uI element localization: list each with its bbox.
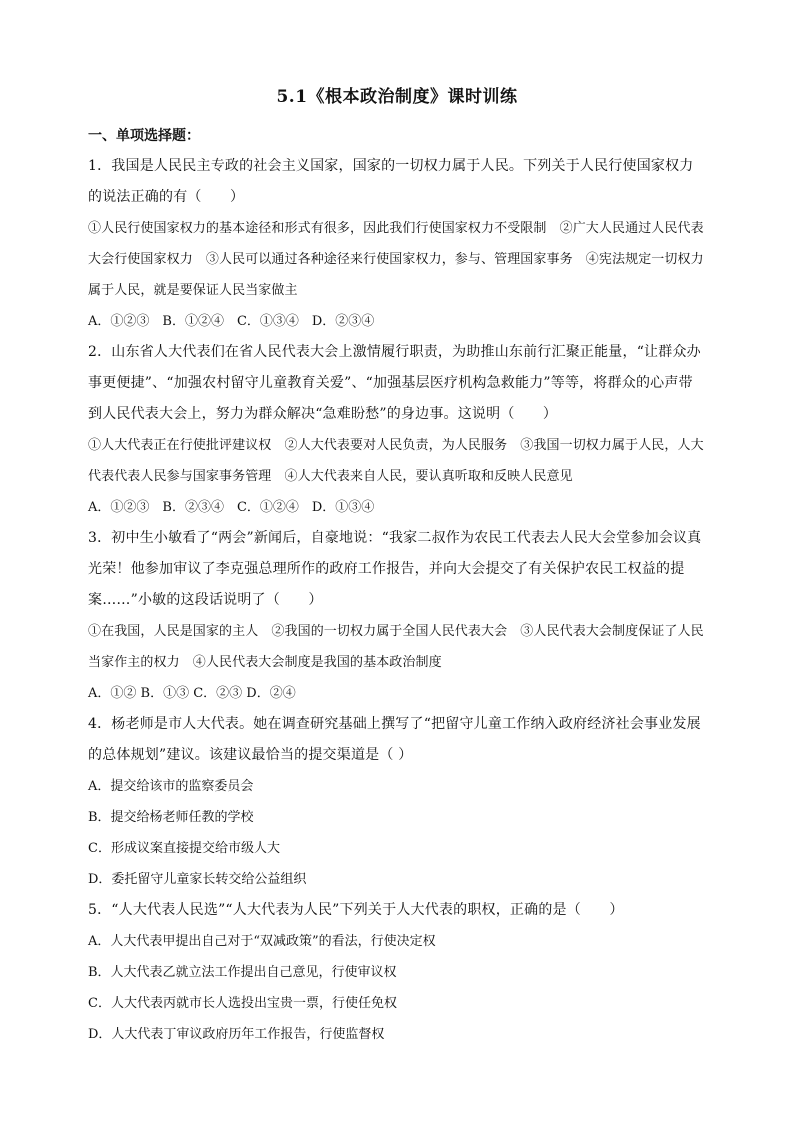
exercise-content	[88, 121, 706, 1050]
choice-b: B．提交给杨老师任教的学校	[88, 810, 254, 825]
question-choices: A．①②③ B．①②④ C．①③④ D．②③④	[88, 314, 375, 329]
question-stem: 4．杨老师是市人大代表。她在调查研究基础上撰写了“把留守儿童工作纳入政府经济社会事业发展的总体规划”建议。该建议最恰当的提交渠道是（ ）	[88, 716, 701, 763]
choice-d: D．人大代表丁审议政府历年工作报告，行使监督权	[88, 1027, 385, 1042]
choice-c: C．形成议案直接提交给市级人大	[88, 841, 280, 856]
question-statements: ①人大代表正在行使批评建议权 ②人大代表要对人民负责，为人民服务 ③我国一切权力属于人民，人大代表代表人民参与国家事务管理 ④人大代表来自人民，要认真听取和反映人民意见	[88, 438, 704, 484]
question-stem: 3．初中生小敏看了“两会”新闻后，自豪地说：“我家二叔作为农民工代表去人民大会堂参加会议真光荣！他参加审议了李克强总理所作的政府工作报告，并向大会提交了有关保护农民工权益的提案……”小敏的这段话说明了（ ）	[88, 530, 702, 608]
question-choices: A．①②③ B．②③④ C．①②④ D．①③④	[88, 500, 375, 515]
choice-a: A．人大代表甲提出自己对于“双减政策”的看法，行使决定权	[88, 934, 436, 949]
question-4	[88, 709, 706, 895]
page-title: 5.1《根本政治制度》课时训练	[276, 87, 518, 107]
choice-a: A．提交给该市的监察委员会	[88, 779, 254, 794]
question-statements: ①人民行使国家权力的基本途径和形式有很多，因此我们行使国家权力不受限制 ②广大人民通过人民代表大会行使国家权力 ③人民可以通过各种途径来行使国家权力，参与、管理国家事务 ④宪法规定一切权力属于人民，就是要保证人民当家做主	[88, 221, 704, 298]
section-heading: 一、单项选择题：	[88, 128, 200, 144]
choice-c: C．人大代表丙就市长人选投出宝贵一票，行使任免权	[88, 996, 397, 1011]
question-statements: ①在我国，人民是国家的主人 ②我国的一切权力属于全国人民代表大会 ③人民代表大会制度保证了人民当家作主的权力 ④人民代表大会制度是我国的基本政治制度	[88, 624, 704, 670]
question-3	[88, 523, 706, 709]
question-1	[88, 151, 706, 337]
question-stem: 2．山东省人大代表们在省人民代表大会上激情履行职责，为助推山东前行汇聚正能量，“让群众办事更便捷”、“加强农村留守儿童教育关爱”、“加强基层医疗机构急救能力”等等，将群众的心声带到人民代表大会上，努力为群众解决“急难盼愁”的身边事。这说明（ ）	[88, 344, 701, 422]
question-stem: 5．“人大代表人民选”“人大代表为人民”下列关于人大代表的职权，正确的是（ ）	[88, 902, 624, 918]
question-choices: A．①② B．①③ C．②③ D．②④	[88, 686, 296, 701]
choice-d: D．委托留守儿童家长转交给公益组织	[88, 872, 307, 887]
question-stem: 1．我国是人民民主专政的社会主义国家，国家的一切权力属于人民。下列关于人民行使国家权力的说法正确的有（ ）	[88, 158, 694, 205]
question-2	[88, 337, 706, 523]
question-5	[88, 895, 706, 1050]
choice-b: B．人大代表乙就立法工作提出自己意见，行使审议权	[88, 965, 397, 980]
